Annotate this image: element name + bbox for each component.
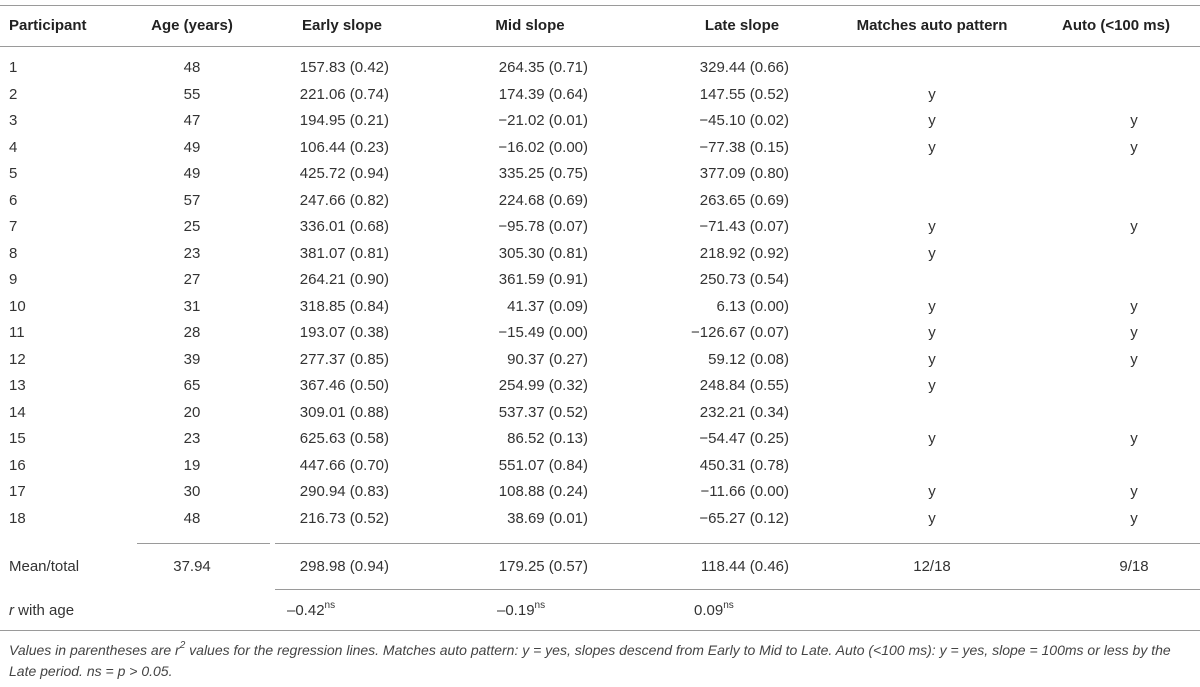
cell-early-slope: 193.07 (0.38): [299, 324, 389, 341]
r-late-value: 0.09: [694, 602, 724, 619]
cell-matches-auto-pattern: y: [928, 430, 936, 447]
cell-mid-slope: 90.37 (0.27): [507, 351, 588, 368]
table-footnote: [9, 640, 1195, 682]
cell-matches-auto-pattern: y: [928, 86, 936, 103]
cell-participant: 2: [9, 86, 18, 103]
cell-early-slope: 309.01 (0.88): [299, 404, 389, 421]
cell-early-slope: 247.66 (0.82): [299, 192, 389, 209]
r-late-slope: [694, 602, 734, 620]
r-late-significance: ns: [723, 600, 734, 611]
cell-participant: 12: [9, 351, 26, 368]
cell-age: 25: [183, 218, 201, 235]
cell-mid-slope: −95.78 (0.07): [498, 218, 588, 235]
header-participant: Participant: [9, 17, 87, 34]
cell-mid-slope: −15.49 (0.00): [498, 324, 588, 341]
mean-mid-slope: 179.25 (0.57): [498, 558, 588, 575]
cell-late-slope: 218.92 (0.92): [699, 245, 789, 262]
cell-early-slope: 447.66 (0.70): [299, 457, 389, 474]
header-early-slope: Early slope: [301, 17, 383, 34]
cell-age: 31: [183, 298, 201, 315]
cell-mid-slope: 174.39 (0.64): [498, 86, 588, 103]
cell-mid-slope: 108.88 (0.24): [498, 483, 588, 500]
cell-age: 47: [183, 112, 201, 129]
cell-participant: 16: [9, 457, 26, 474]
cell-matches-auto-pattern: y: [928, 510, 936, 527]
r-early-significance: ns: [324, 600, 336, 611]
cell-late-slope: 6.13 (0.00): [716, 298, 789, 315]
cell-participant: 17: [9, 483, 26, 500]
header-matches-auto-pattern: Matches auto pattern: [856, 17, 1008, 34]
r-early-value: –0.42: [287, 602, 325, 619]
mean-total-label: Mean/total: [9, 558, 80, 575]
cell-early-slope: 381.07 (0.81): [299, 245, 389, 262]
cell-late-slope: 59.12 (0.08): [708, 351, 789, 368]
cell-mid-slope: 86.52 (0.13): [507, 430, 588, 447]
mean-late-slope: 118.44 (0.46): [700, 558, 789, 575]
bottom-rule: [0, 630, 1200, 631]
cell-early-slope: 106.44 (0.23): [299, 139, 389, 156]
header-rule: [0, 46, 1200, 47]
cell-matches-auto-pattern: y: [928, 377, 936, 394]
cell-mid-slope: −21.02 (0.01): [498, 112, 588, 129]
cell-matches-auto-pattern: y: [928, 298, 936, 315]
cell-mid-slope: −16.02 (0.00): [498, 139, 588, 156]
cell-age: 48: [183, 510, 201, 527]
cell-late-slope: −45.10 (0.02): [699, 112, 789, 129]
cell-matches-auto-pattern: y: [928, 324, 936, 341]
cell-mid-slope: 38.69 (0.01): [507, 510, 588, 527]
cell-early-slope: 157.83 (0.42): [299, 59, 389, 76]
cell-age: 23: [183, 430, 201, 447]
cell-auto-under-100ms: y: [1130, 483, 1138, 500]
cell-matches-auto-pattern: y: [928, 483, 936, 500]
cell-mid-slope: 361.59 (0.91): [498, 271, 588, 288]
cell-late-slope: 232.21 (0.34): [699, 404, 789, 421]
cell-auto-under-100ms: y: [1130, 139, 1138, 156]
r-mid-value: –0.19: [497, 602, 535, 619]
cell-early-slope: 318.85 (0.84): [299, 298, 389, 315]
r-mid-slope: [497, 602, 545, 620]
cell-participant: 6: [9, 192, 18, 209]
cell-late-slope: 248.84 (0.55): [699, 377, 789, 394]
cell-late-slope: −11.66 (0.00): [700, 483, 789, 500]
mean-age: 37.94: [173, 558, 211, 575]
footnote-r: r: [175, 642, 180, 658]
r-with-age-label: [9, 602, 74, 620]
cell-participant: 14: [9, 404, 26, 421]
cell-early-slope: 221.06 (0.74): [299, 86, 389, 103]
cell-late-slope: −77.38 (0.15): [699, 139, 789, 156]
cell-auto-under-100ms: y: [1130, 112, 1138, 129]
cell-auto-under-100ms: y: [1130, 324, 1138, 341]
cell-participant: 5: [9, 165, 18, 182]
cell-matches-auto-pattern: y: [928, 351, 936, 368]
cell-early-slope: 336.01 (0.68): [299, 218, 389, 235]
cell-late-slope: 263.65 (0.69): [699, 192, 789, 209]
total-matches-auto-pattern: 12/18: [913, 558, 951, 575]
cell-mid-slope: 305.30 (0.81): [498, 245, 588, 262]
cell-auto-under-100ms: y: [1130, 218, 1138, 235]
header-late-slope: Late slope: [704, 17, 780, 34]
cell-age: 48: [183, 59, 201, 76]
cell-late-slope: −65.27 (0.12): [699, 510, 789, 527]
cell-age: 65: [183, 377, 201, 394]
cell-participant: 7: [9, 218, 18, 235]
r-rule: [275, 589, 1200, 590]
r-symbol: r: [9, 602, 14, 619]
cell-late-slope: −126.67 (0.07): [691, 324, 789, 341]
cell-late-slope: 147.55 (0.52): [699, 86, 789, 103]
cell-late-slope: 250.73 (0.54): [699, 271, 789, 288]
mean-early-slope: 298.98 (0.94): [299, 558, 389, 575]
cell-age: 55: [183, 86, 201, 103]
cell-mid-slope: 537.37 (0.52): [498, 404, 588, 421]
top-rule: [0, 5, 1200, 6]
cell-auto-under-100ms: y: [1130, 510, 1138, 527]
cell-late-slope: −71.43 (0.07): [699, 218, 789, 235]
r-mid-significance: ns: [534, 600, 546, 611]
cell-age: 20: [183, 404, 201, 421]
cell-matches-auto-pattern: y: [928, 245, 936, 262]
cell-participant: 3: [9, 112, 18, 129]
cell-mid-slope: 254.99 (0.32): [498, 377, 588, 394]
cell-participant: 1: [9, 59, 18, 76]
cell-early-slope: 625.63 (0.58): [299, 430, 389, 447]
cell-participant: 4: [9, 139, 18, 156]
cell-early-slope: 216.73 (0.52): [299, 510, 389, 527]
header-auto-under-100ms: Auto (<100 ms): [1062, 17, 1170, 34]
cell-late-slope: 450.31 (0.78): [699, 457, 789, 474]
r-early-slope: [287, 602, 335, 620]
cell-age: 19: [183, 457, 201, 474]
cell-participant: 9: [9, 271, 18, 288]
cell-age: 49: [183, 165, 201, 182]
total-auto-under-100ms: 9/18: [1119, 558, 1149, 575]
cell-early-slope: 277.37 (0.85): [299, 351, 389, 368]
cell-auto-under-100ms: y: [1130, 351, 1138, 368]
cell-matches-auto-pattern: y: [928, 218, 936, 235]
cell-mid-slope: 551.07 (0.84): [498, 457, 588, 474]
footnote-part-1: Values in parentheses are: [9, 642, 176, 658]
mean-rule-right: [275, 543, 1200, 544]
cell-participant: 15: [9, 430, 26, 447]
cell-early-slope: 194.95 (0.21): [299, 112, 389, 129]
cell-age: 23: [183, 245, 201, 262]
cell-age: 28: [183, 324, 201, 341]
footnote-r-superscript: 2: [179, 640, 186, 652]
cell-participant: 18: [9, 510, 26, 527]
header-mid-slope: Mid slope: [495, 17, 565, 34]
cell-participant: 13: [9, 377, 26, 394]
cell-age: 30: [183, 483, 201, 500]
cell-late-slope: −54.47 (0.25): [699, 430, 789, 447]
cell-age: 39: [183, 351, 201, 368]
cell-late-slope: 377.09 (0.80): [699, 165, 789, 182]
cell-participant: 8: [9, 245, 18, 262]
cell-early-slope: 290.94 (0.83): [299, 483, 389, 500]
cell-age: 49: [183, 139, 201, 156]
cell-late-slope: 329.44 (0.66): [699, 59, 789, 76]
cell-age: 27: [183, 271, 201, 288]
header-age: Age (years): [151, 17, 233, 34]
mean-rule-left: [137, 543, 270, 544]
cell-mid-slope: 264.35 (0.71): [498, 59, 588, 76]
r-with-age-text: with age: [14, 602, 75, 619]
cell-mid-slope: 224.68 (0.69): [498, 192, 588, 209]
footnote-part-2: values for the regression lines. Matches auto pattern: y = yes, slopes descend from Early to Mid to Late. Auto (<100 ms): y = yes, slope = 100ms or less by the Late period. ns = p > 0.05.: [9, 642, 1171, 679]
cell-matches-auto-pattern: y: [928, 139, 936, 156]
cell-early-slope: 367.46 (0.50): [299, 377, 389, 394]
cell-mid-slope: 41.37 (0.09): [507, 298, 588, 315]
cell-participant: 10: [9, 298, 26, 315]
cell-matches-auto-pattern: y: [928, 112, 936, 129]
cell-age: 57: [183, 192, 201, 209]
cell-mid-slope: 335.25 (0.75): [498, 165, 588, 182]
cell-auto-under-100ms: y: [1130, 298, 1138, 315]
cell-auto-under-100ms: y: [1130, 430, 1138, 447]
cell-participant: 11: [9, 324, 25, 341]
cell-early-slope: 264.21 (0.90): [299, 271, 389, 288]
cell-early-slope: 425.72 (0.94): [299, 165, 389, 182]
